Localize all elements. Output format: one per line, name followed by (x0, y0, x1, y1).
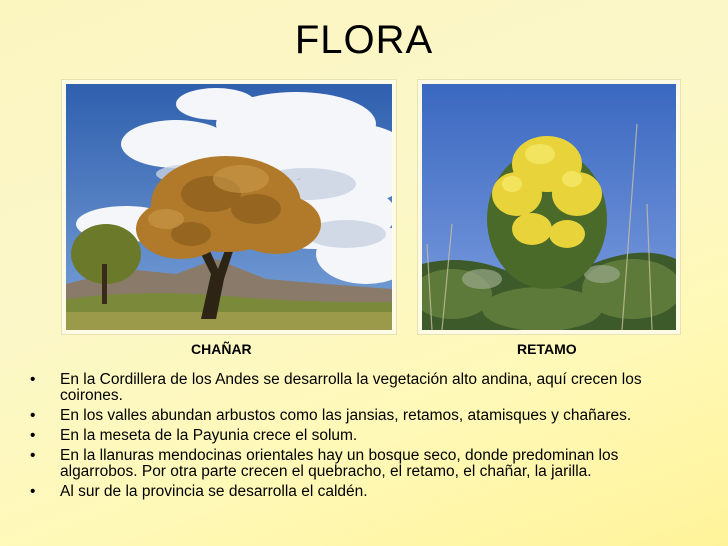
flora-bullet-list (30, 372, 700, 504)
chanar-photo-frame (62, 80, 396, 334)
bullet-icon: • (30, 371, 36, 388)
retamo-shrub-photo (422, 84, 676, 330)
list-item (30, 448, 700, 480)
bullet-text: En los valles abundan arbustos como las jansias, retamos, atamisques y chañares. (60, 407, 632, 424)
bullet-text: En la Cordillera de los Andes se desarrolla la vegetación alto andina, aquí crecen los coirones. (60, 371, 642, 404)
bullet-icon: • (30, 407, 36, 424)
list-item (30, 408, 700, 424)
list-item (30, 484, 700, 500)
list-item (30, 428, 700, 444)
bullet-icon: • (30, 427, 36, 444)
slide-title: FLORA (294, 18, 434, 62)
retamo-caption: RETAMO (517, 341, 577, 357)
list-item (30, 372, 700, 404)
chanar-caption: CHAÑAR (191, 341, 252, 357)
bullet-icon: • (30, 447, 36, 464)
chanar-tree-photo (66, 84, 392, 330)
bullet-icon: • (30, 483, 36, 500)
retamo-photo-frame (418, 80, 680, 334)
bullet-text: Al sur de la provincia se desarrolla el caldén. (60, 483, 368, 500)
bullet-text: En la meseta de la Payunia crece el solum. (60, 427, 358, 444)
bullet-text: En la llanuras mendocinas orientales hay un bosque seco, donde predominan los algarrobos. Por otra parte crecen el quebracho, el retamo, el chañar, la jarilla. (60, 447, 619, 480)
